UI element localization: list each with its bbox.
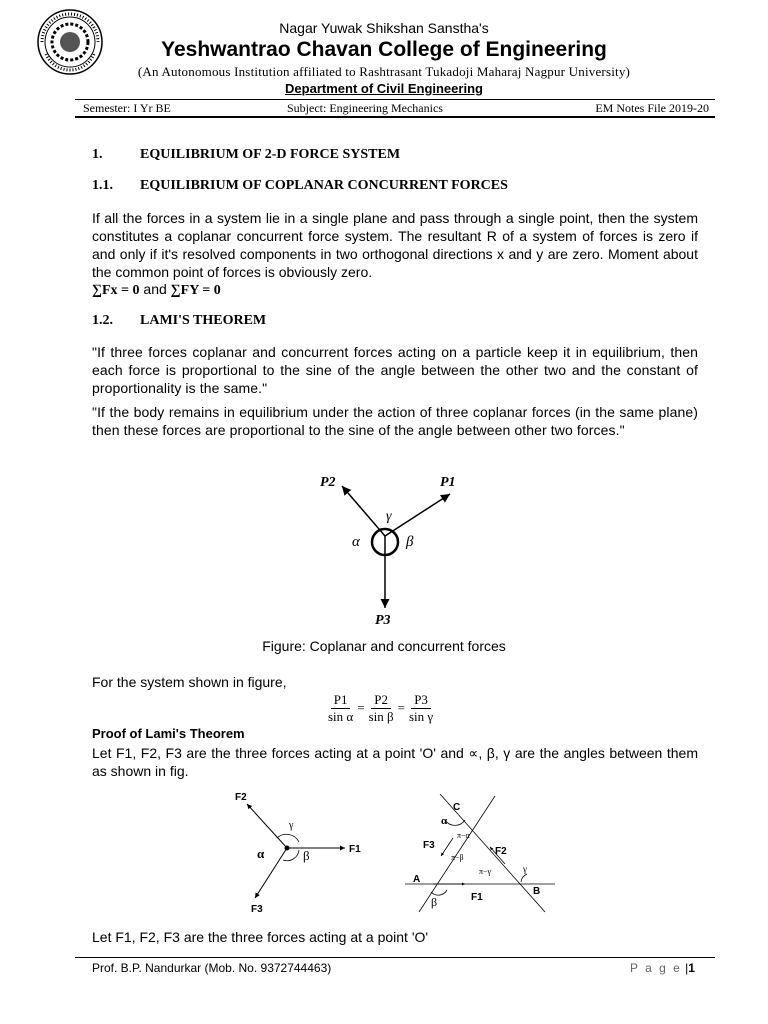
numerator-2: P2 [371,692,391,709]
equation-and: and [143,281,167,297]
label-gamma: γ [523,864,527,874]
section-title: EQUILIBRIUM OF 2-D FORCE SYSTEM [140,147,401,162]
label-beta: β [406,534,414,550]
equals-sign: = [397,700,405,715]
file-label: EM Notes File 2019-20 [595,101,709,115]
proof-paragraph: Let F1, F2, F3 are the three forces acting at a point 'O' and ∝, β, γ are the angles between them as shown in fig. [92,745,698,779]
figure-triangle-of-forces [395,794,565,914]
label-f1: F1 [471,892,483,903]
college-name: Yeshwantrao Chavan College of Engineering [161,38,607,61]
heading-section-1-2 [92,313,266,329]
affiliation-text: (An Autonomous Institution affiliated to Rashtrasant Tukadoji Maharaj Nagpur University) [137,64,631,79]
label-f2: F2 [495,846,507,857]
label-alpha: α [257,846,265,861]
equation-sum-fy: ∑FY = 0 [170,283,221,298]
fraction-2 [369,692,394,725]
section-title: EQUILIBRIUM OF COPLANAR CONCURRENT FORCES [140,178,508,193]
label-f2: F2 [235,792,247,803]
point-o [285,846,290,851]
department-name: Department of Civil Engineering [285,81,483,96]
figure-three-forces [225,786,385,916]
label-f3: F3 [251,904,263,915]
page-label: P a g e [630,961,682,975]
header-info-bar [75,99,715,118]
heading-section-1-1 [92,178,508,194]
semester-label: Semester: I Yr BE [83,101,171,115]
figure-caption: Figure: Coplanar and concurrent forces [262,638,506,654]
force-f2-arrow [247,804,287,848]
quote-lami-2: "If the body remains in equilibrium under the action of three coplanar forces (in the same plane) then these forces are proportional to the sine of the angle between other two forces." [92,404,698,438]
label-alpha: α [441,815,448,827]
numerator-1: P1 [331,692,351,709]
label-beta: β [303,848,310,863]
angle-beta-arc [283,850,299,861]
section-number: 1.2. [92,313,113,328]
label-c: C [453,802,461,813]
label-pi-beta: π−β [451,853,464,862]
equals-sign: = [357,700,365,715]
denominator-1: sin α [328,708,354,724]
subject-label: Subject: Engineering Mechanics [287,101,443,115]
figure-concurrent-forces [300,468,480,628]
equation-sum-fx: ∑Fx = 0 [92,283,140,298]
force-p1-arrow [385,494,450,536]
lami-equation [328,688,468,728]
organization-name: Nagar Yuwak Shikshan Sanstha's [279,20,489,36]
label-p2: P2 [320,475,336,490]
label-f3: F3 [423,840,435,851]
paragraph-coplanar: If all the forces in a system lie in a single plane and pass through a single point, then the system constitutes a coplanar concurrent force system. The resultant R of a system of forces is zero if and only if it's resolved components in two orthogonal directions x and y are zero. Moment about the common point of forces is obviously zero. [92,210,698,280]
label-p3: P3 [375,613,391,628]
fraction-1 [328,692,353,725]
label-beta: β [431,895,438,909]
footer-divider [75,957,715,958]
label-f1: F1 [349,844,361,855]
label-p1: P1 [440,475,456,490]
equilibrium-equations [92,281,221,299]
proof-title: Proof of Lami's Theorem [92,726,245,741]
label-pi-gamma: π−γ [479,867,492,876]
page-separator: | [685,961,689,975]
section-title: LAMI'S THEOREM [140,313,267,328]
numerator-3: P3 [411,692,431,709]
page-number: 1 [688,961,695,975]
footer-author: Prof. B.P. Nandurkar (Mob. No. 9372744463) [92,961,332,975]
label-gamma: γ [289,820,294,831]
system-text: For the system shown in figure, [92,674,287,690]
label-pi-alpha: π−α [457,831,470,840]
last-line-text: Let F1, F2, F3 are the three forces acting at a point 'O' [92,929,429,945]
label-gamma: γ [386,509,392,524]
heading-section-1 [92,147,400,163]
angle-c-arc [445,820,465,825]
angle-b-arc [521,874,527,882]
footer-page [630,961,695,975]
force-p2-arrow [342,486,385,536]
denominator-2: sin β [368,708,394,724]
label-alpha: α [352,534,360,550]
label-a: A [413,874,421,885]
section-number: 1. [92,147,103,162]
denominator-3: sin γ [408,708,434,724]
label-b: B [533,886,541,897]
fraction-3 [409,692,433,725]
quote-lami-1: "If three forces coplanar and concurrent forces acting on a particle keep it in equilibrium, then each force is proportional to the sine of the angle between the other two and the constant of proportionality is the same." [92,344,698,396]
section-number: 1.1. [92,178,113,193]
